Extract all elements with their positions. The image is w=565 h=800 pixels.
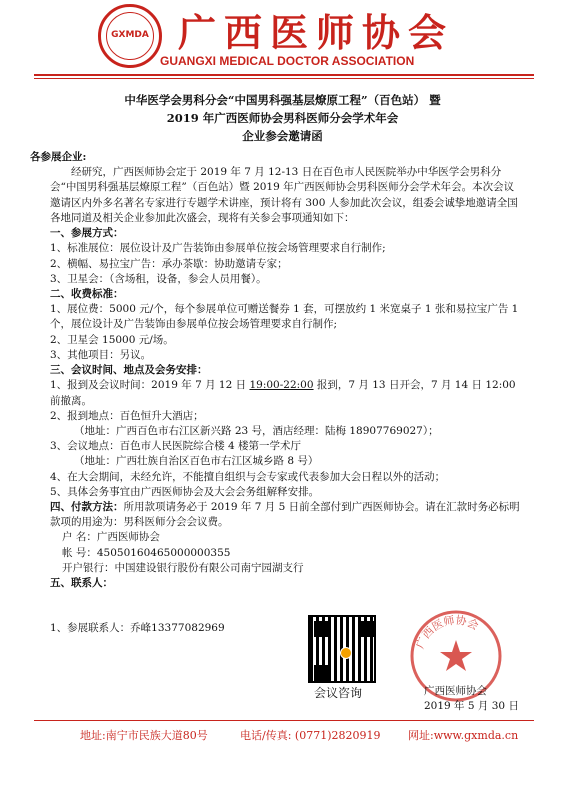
bank-name: 中国建设银行股份有限公司南宁园湖支行: [114, 561, 304, 574]
org-name-cn: 广西医师协会: [178, 11, 455, 55]
seal-text: 广西医师协会: [413, 613, 481, 651]
signature-org: 广西医师协会: [424, 685, 487, 697]
title-line-3: 企业参会邀请函: [242, 128, 323, 143]
header-divider: [34, 74, 534, 76]
footer-website[interactable]: 网址:www.gxmda.cn: [408, 729, 519, 742]
section-3-item-5: 5、具体会务事宜由广西医师协会及大会会务组解释安排。: [50, 485, 320, 498]
section-3-item-4: 4、在大会期间，未经允许，不能擅自组织与会专家或代表参加大会日程以外的活动；: [50, 470, 446, 483]
section-1-title: 一、参展方式：: [50, 227, 124, 240]
account-name-label: 户 名：: [62, 531, 97, 544]
payment-text: 所用款项请务必于 2019 年 7 月 5 日前全部付到广西医师协会。请在汇款时务必标明款项的用途为：男科医师分会会议费。: [50, 501, 520, 529]
qr-code[interactable]: [308, 615, 376, 683]
section-3-title: 三、会议时间、地点及会务安排：: [50, 364, 208, 377]
header-divider-thin: [34, 78, 534, 79]
footer: [0, 722, 565, 752]
footer-phone: 电话/传真: (0771)2820919: [240, 729, 381, 742]
section-2-item-1: 1、展位费：5000 元/个，每个参展单位可赠送餐券 1 套，可摆放约 1 米宽桌子 1 张和易拉宝广告 1 个，展位设计及广告装饰由参展单位按会场管理要求自行制作;: [50, 303, 519, 331]
section-1-item-2: 2、横幅、易拉宝广告：承办茶歇：协助邀请专家；: [50, 257, 288, 270]
venue-address: （地址：广西壮族自治区百色市右江区城乡路 8 号）: [74, 455, 319, 468]
org-name-en: GUANGXI MEDICAL DOCTOR ASSOCIATION: [160, 54, 415, 68]
association-logo: [98, 4, 162, 68]
time-suffix: 报到，7 月 13 日开会，7 月 14 日 12:00 前撤离。: [50, 379, 516, 407]
section-5-title: 五、联系人：: [50, 577, 113, 590]
qr-logo-icon: [340, 647, 352, 659]
section-3-item-3: 3、会议地点：百色市人民医院综合楼 4 楼第一学术厅: [50, 440, 302, 453]
footer-address: 地址:南宁市民族大道80号: [80, 729, 208, 742]
bank-label: 开户银行：: [62, 561, 115, 574]
account-number: 450501604650000003​55: [96, 546, 231, 559]
account-number-label: 帐 号：: [62, 546, 97, 559]
bank-row: [50, 561, 522, 576]
document-title: [20, 92, 545, 145]
signature-date: 2019 年 5 月 30 日: [424, 700, 519, 712]
checkin-time: 19:00-22:00: [249, 379, 314, 392]
section-3-item-2: 2、报到地点：百色恒升大酒店；: [50, 409, 204, 422]
section-1-item-3: 3、卫星会：（含场租，设备，参会人员用餐）。: [50, 272, 267, 285]
title-line-2: 2019 年广西医师协会男科医师分会学术年会: [166, 110, 399, 125]
section-2-item-3: 3、其他项目：另议。: [50, 348, 152, 361]
section-4-title: 四、付款方法：: [50, 501, 124, 514]
section-1-item-1: 1、标准展位：展位设计及广告装饰由参展单位按会场管理要求自行制作;: [50, 242, 386, 255]
contact-person: 1、参展联系人：乔峰13377082969: [50, 622, 225, 635]
account-name: 广西医师协会: [96, 531, 160, 544]
time-prefix: 1、报到及会议时间：2019 年 7 月 12 日: [50, 379, 250, 392]
logo-text: GXMDA: [106, 12, 154, 60]
section-2-item-2: 2、卫星会 15000 元/场。: [50, 333, 174, 346]
section-4: [50, 500, 522, 530]
footer-divider: [34, 720, 534, 721]
qr-caption: 会议咨询: [314, 686, 363, 700]
account-number-row: [50, 546, 522, 561]
hotel-address: （地址：广西百色市右江区新兴路 23 号，酒店经理：陆梅 18907769027）；: [74, 424, 439, 437]
account-name-row: [50, 530, 522, 545]
title-line-1: 中华医学会男科分会“中国男科强基层燎原工程”（百色站） 暨: [124, 93, 441, 107]
intro-paragraph: 经研究，广西医师协会定于 2019 年 7 月 12-13 日在百色市人民医院举办中华医学会男科分会“中国男科强基层燎原工程”（百色站）暨 2019 年广西医师协会男科医师分会学术年会。本次会议邀请区内外多名著名专家进行专题学术讲座，预计将有 300 人参加此次会议，组委会诚挚地邀请全国各地同道及相关企业参加此次盛会，现将有关参会事项通知如下：: [50, 166, 518, 224]
greeting: 各参展企业:: [30, 151, 87, 163]
section-3-item-1: [50, 378, 522, 408]
section-2-title: 二、收费标准：: [50, 287, 124, 300]
letter-body: [30, 150, 522, 637]
